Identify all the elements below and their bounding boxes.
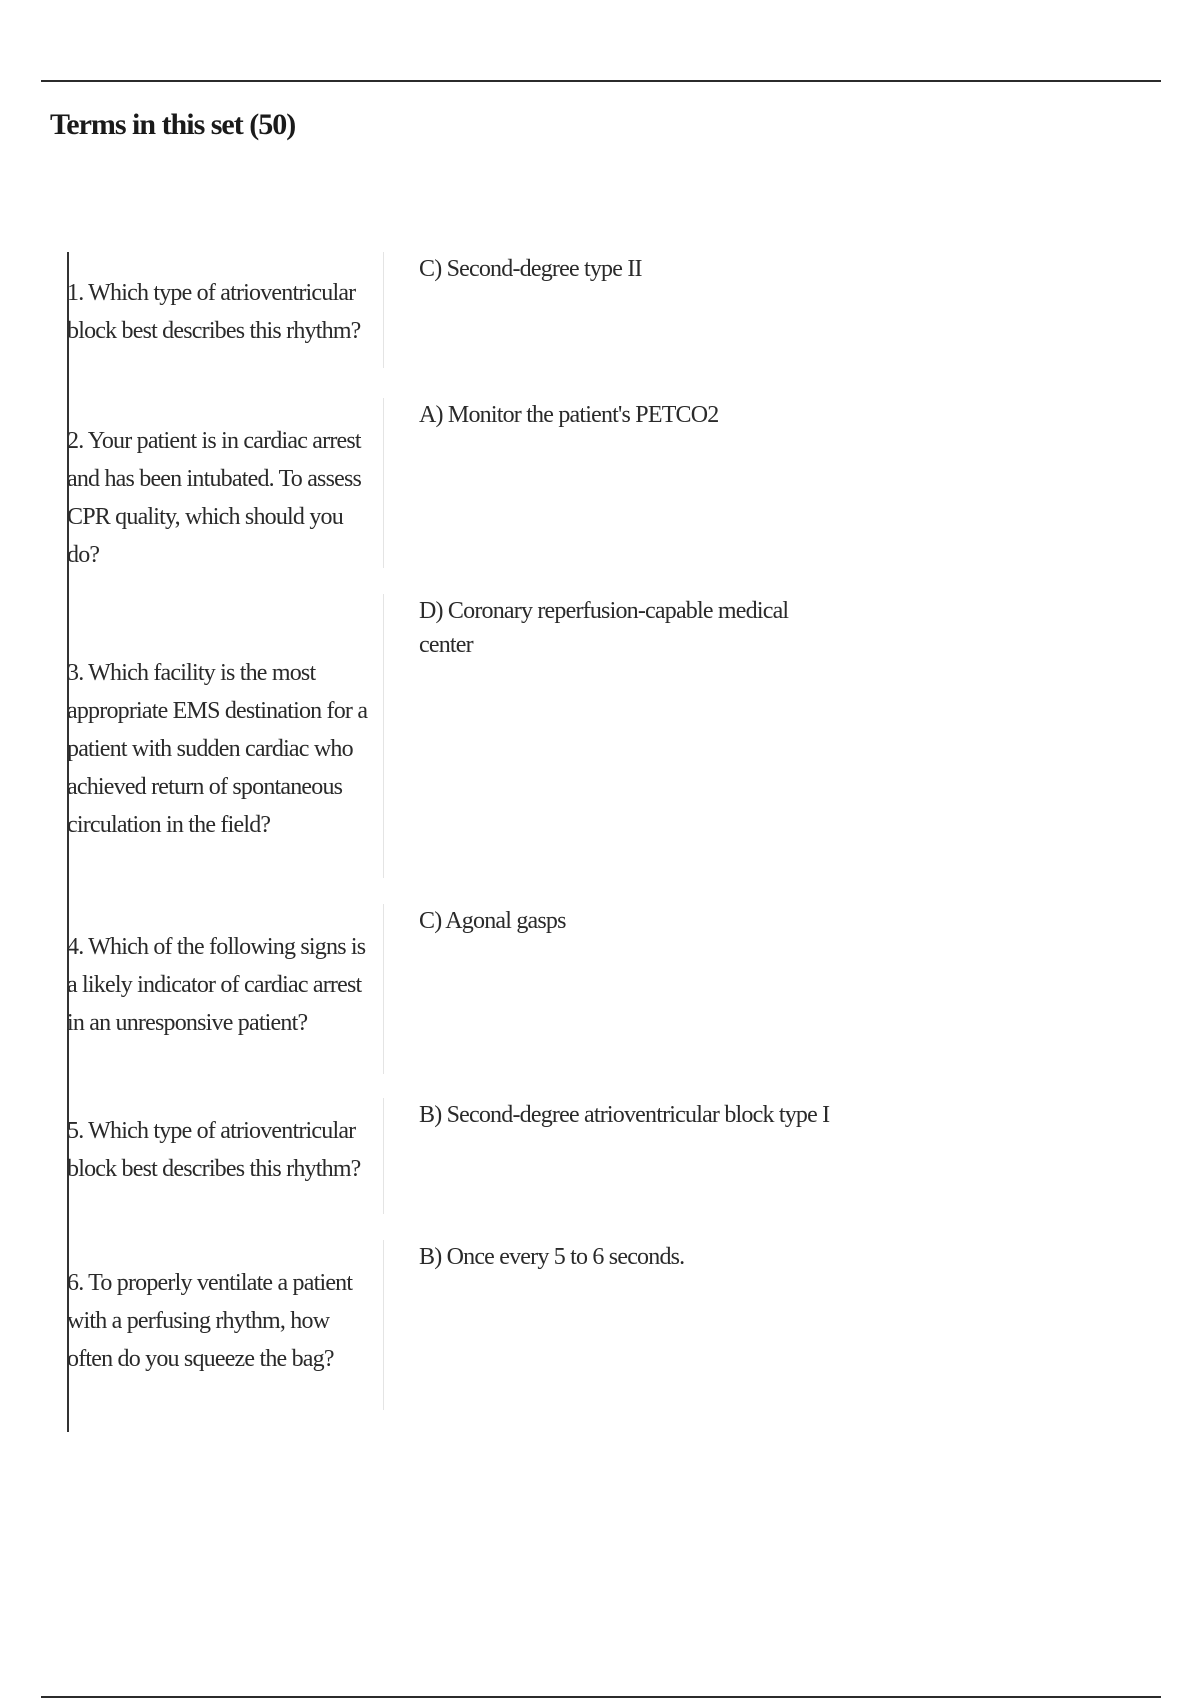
term-row [67,398,787,568]
terms-list [67,252,830,1432]
term-column-divider [383,904,384,1074]
term-answer: A) Monitor the patient's PETCO2 [419,402,719,428]
term-column-divider [383,1098,384,1214]
term-column-divider [383,594,384,878]
term-answer: C) Second-degree type II [419,256,642,282]
term-row [67,1240,787,1410]
term-answer: C) Agonal gasps [419,908,566,934]
top-divider [41,80,1161,82]
bottom-divider [41,1696,1161,1698]
term-question: 5. Which type of atrioventricular block best describes this rhythm? [67,1118,361,1182]
term-column-divider [383,398,384,568]
term-column-divider [383,1240,384,1410]
term-question: 1. Which type of atrioventricular block best describes this rhythm? [67,280,361,344]
term-column-divider [383,252,384,368]
term-answer: D) Coronary reperfusion-capable medical center [419,598,789,658]
term-row [67,1098,830,1214]
term-row [67,904,787,1074]
term-row [67,252,787,368]
term-question: 6. To properly ventilate a patient with a perfusing rhythm, how often do you squeeze the bag? [67,1270,353,1372]
term-answer: B) Second-degree atrioventricular block type I [419,1102,830,1128]
term-answer: B) Once every 5 to 6 seconds. [419,1244,685,1270]
term-row [67,594,787,878]
term-question: 4. Which of the following signs is a likely indicator of cardiac arrest in an unresponsive patient? [67,934,366,1036]
set-title: Terms in this set (50) [50,108,296,141]
term-question: 3. Which facility is the most appropriate EMS destination for a patient with sudden cardiac who achieved return of spontaneous circulation in the field? [67,660,368,838]
term-question: 2. Your patient is in cardiac arrest and has been intubated. To assess CPR quality, which should you do? [67,428,362,568]
